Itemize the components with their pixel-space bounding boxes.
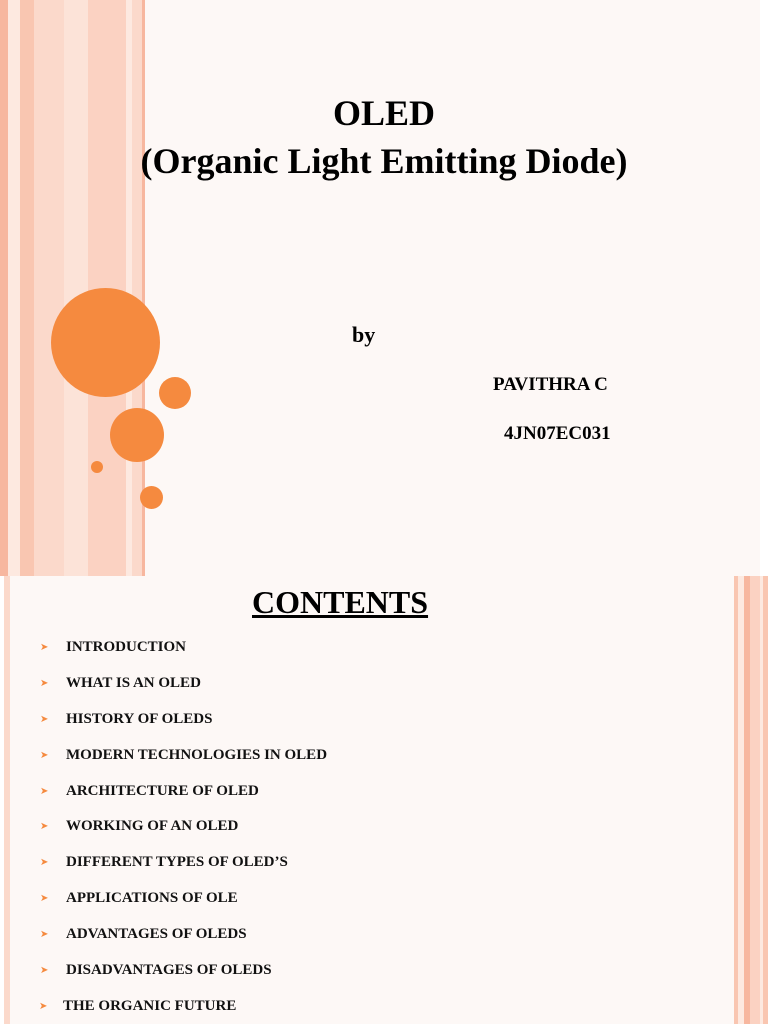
list-item: ➤ DIFFERENT TYPES OF OLED’S <box>40 854 288 871</box>
chevron-right-icon: ➤ <box>40 893 49 905</box>
list-item: ➤ APPLICATIONS OF OLE <box>40 890 238 907</box>
list-item: ➤ MODERN TECHNOLOGIES IN OLED <box>40 746 328 763</box>
decor-stripe <box>750 576 760 1024</box>
decor-stripe <box>20 0 34 576</box>
decor-circle <box>140 486 163 509</box>
chevron-right-icon: ➤ <box>40 821 49 833</box>
decor-stripe <box>0 0 8 576</box>
chevron-right-icon: ➤ <box>40 677 49 689</box>
decor-stripe <box>64 0 88 576</box>
chevron-right-icon: ➤ <box>40 929 49 941</box>
chevron-right-icon: ➤ <box>40 965 49 977</box>
list-item: ➤ THE ORGANIC FUTURE <box>39 997 237 1014</box>
author-name: PAVITHRA C <box>493 374 608 395</box>
decor-circle <box>110 408 164 462</box>
slide-title-line2: (Organic Light Emitting Diode) <box>140 141 628 181</box>
slide-title-line1: OLED <box>332 93 436 133</box>
decor-stripe <box>132 0 142 576</box>
list-item: ➤ HISTORY OF OLEDS <box>40 710 213 727</box>
chevron-right-icon: ➤ <box>40 642 49 653</box>
by-label: by <box>352 322 376 347</box>
decor-stripe <box>34 0 64 576</box>
list-item: ➤ WHAT IS AN OLED <box>40 674 201 691</box>
decor-stripe <box>763 576 768 1024</box>
chevron-right-icon: ➤ <box>39 1000 48 1012</box>
chevron-right-icon: ➤ <box>40 785 49 797</box>
list-item: ➤ INTRODUCTION <box>40 639 187 655</box>
list-item: ➤ DISADVANTAGES OF OLEDS <box>40 962 272 979</box>
contents-list <box>0 638 700 1024</box>
contents-slide <box>0 576 768 1024</box>
decor-stripe <box>760 0 768 576</box>
decor-circle-large <box>51 288 160 397</box>
chevron-right-icon: ➤ <box>40 857 49 869</box>
decor-circle <box>91 461 103 473</box>
list-item: ➤ WORKING OF AN OLED <box>40 818 239 835</box>
decor-stripe <box>8 0 20 576</box>
contents-heading: CONTENTS <box>252 584 429 620</box>
chevron-right-icon: ➤ <box>40 749 49 761</box>
chevron-right-icon: ➤ <box>40 713 49 725</box>
list-item: ➤ ADVANTAGES OF OLEDS <box>40 926 247 943</box>
list-item: ➤ ARCHITECTURE OF OLED <box>40 782 259 799</box>
decor-circle <box>159 377 191 409</box>
roll-number: 4JN07EC031 <box>504 423 611 444</box>
